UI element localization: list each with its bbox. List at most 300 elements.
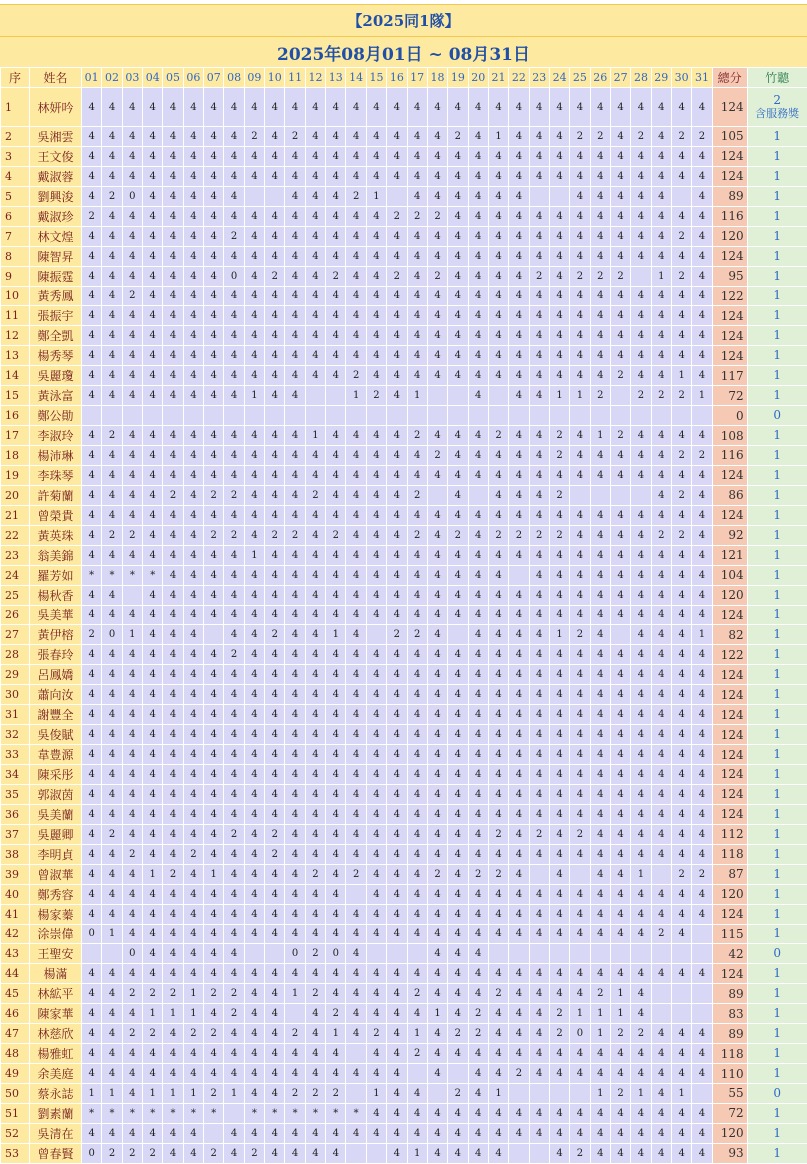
member-name: 張春玲 bbox=[30, 645, 82, 665]
day-score: 4 bbox=[651, 645, 671, 665]
day-score bbox=[509, 1143, 529, 1163]
day-score bbox=[387, 406, 407, 426]
day-score: 4 bbox=[265, 605, 285, 625]
day-score: 4 bbox=[488, 306, 508, 326]
day-score: 2 bbox=[509, 525, 529, 545]
day-score: 2 bbox=[671, 446, 691, 466]
day-score: 4 bbox=[326, 745, 346, 765]
bamboo-value: 1 bbox=[773, 747, 781, 761]
table-row bbox=[1, 386, 807, 406]
day-score: 4 bbox=[407, 685, 427, 705]
day-score: 4 bbox=[285, 804, 305, 824]
day-score: 4 bbox=[326, 88, 346, 127]
day-score: 4 bbox=[570, 286, 590, 306]
day-score: 4 bbox=[102, 645, 122, 665]
day-score: 2 bbox=[387, 206, 407, 226]
day-score bbox=[122, 406, 142, 426]
row-seq: 18 bbox=[1, 446, 30, 466]
day-score: 4 bbox=[610, 665, 630, 685]
day-score: 4 bbox=[326, 605, 346, 625]
day-score: 2 bbox=[407, 1044, 427, 1064]
day-score: 4 bbox=[387, 246, 407, 266]
day-score: 4 bbox=[448, 505, 468, 525]
day-score: 2 bbox=[427, 446, 447, 466]
day-score: 4 bbox=[590, 804, 610, 824]
day-score: 4 bbox=[183, 625, 203, 645]
day-score: 4 bbox=[651, 1024, 671, 1044]
day-score: 4 bbox=[448, 645, 468, 665]
day-score: 4 bbox=[529, 1024, 549, 1044]
day-score: 4 bbox=[224, 844, 244, 864]
day-score: 2 bbox=[549, 1004, 569, 1024]
table-row bbox=[1, 1103, 807, 1123]
day-score: 4 bbox=[448, 1123, 468, 1143]
day-score bbox=[366, 406, 386, 426]
day-score: 4 bbox=[244, 326, 264, 346]
day-score: 4 bbox=[366, 366, 386, 386]
day-score: 4 bbox=[183, 784, 203, 804]
day-score: 4 bbox=[285, 665, 305, 685]
day-score: 4 bbox=[610, 824, 630, 844]
bamboo-value: 1 bbox=[773, 528, 781, 542]
day-score: 4 bbox=[163, 605, 183, 625]
day-score: 4 bbox=[224, 246, 244, 266]
total-score: 124 bbox=[712, 246, 747, 266]
day-score: 4 bbox=[326, 725, 346, 745]
bamboo-count bbox=[747, 904, 807, 924]
day-score: 2 bbox=[224, 984, 244, 1004]
day-score: 4 bbox=[102, 386, 122, 406]
header-day: 15 bbox=[366, 68, 386, 88]
total-score: 89 bbox=[712, 984, 747, 1004]
day-score: 4 bbox=[244, 685, 264, 705]
day-score: 4 bbox=[549, 765, 569, 785]
total-score: 124 bbox=[712, 306, 747, 326]
day-score: 4 bbox=[468, 465, 488, 485]
day-score: 4 bbox=[265, 426, 285, 446]
member-name: 林妍吟 bbox=[30, 88, 82, 127]
bamboo-value: 1 bbox=[773, 1066, 781, 1080]
day-score: 4 bbox=[407, 665, 427, 685]
day-score: 4 bbox=[427, 745, 447, 765]
total-score: 110 bbox=[712, 1064, 747, 1084]
row-seq: 13 bbox=[1, 346, 30, 366]
day-score: 4 bbox=[265, 485, 285, 505]
day-score: 4 bbox=[488, 625, 508, 645]
row-seq: 3 bbox=[1, 146, 30, 166]
day-score: 4 bbox=[488, 784, 508, 804]
day-score: 4 bbox=[244, 705, 264, 725]
day-score: 2 bbox=[204, 984, 224, 1004]
day-score: 4 bbox=[224, 306, 244, 326]
day-score: 4 bbox=[346, 1004, 366, 1024]
table-row bbox=[1, 1004, 807, 1024]
day-score: 4 bbox=[82, 186, 102, 206]
day-score: 2 bbox=[265, 266, 285, 286]
day-score: 2 bbox=[204, 525, 224, 545]
day-score: 4 bbox=[570, 1123, 590, 1143]
day-score: 4 bbox=[305, 705, 325, 725]
day-score: 4 bbox=[610, 465, 630, 485]
day-score: 1 bbox=[183, 984, 203, 1004]
day-score: 4 bbox=[448, 366, 468, 386]
day-score: 4 bbox=[610, 525, 630, 545]
day-score: 4 bbox=[326, 924, 346, 944]
member-name: 謝豐全 bbox=[30, 705, 82, 725]
day-score: 4 bbox=[224, 88, 244, 127]
day-score bbox=[468, 485, 488, 505]
day-score: 4 bbox=[549, 665, 569, 685]
day-score: 2 bbox=[122, 1143, 142, 1163]
day-score: 4 bbox=[570, 426, 590, 446]
day-score: 4 bbox=[224, 1143, 244, 1163]
day-score: 4 bbox=[102, 844, 122, 864]
day-score: 4 bbox=[265, 505, 285, 525]
bamboo-count bbox=[747, 545, 807, 565]
table-row bbox=[1, 685, 807, 705]
day-score: 2 bbox=[265, 824, 285, 844]
row-seq: 10 bbox=[1, 286, 30, 306]
day-score bbox=[285, 406, 305, 426]
header-name: 姓名 bbox=[30, 68, 82, 88]
day-score: 4 bbox=[631, 745, 651, 765]
day-score: 4 bbox=[529, 1123, 549, 1143]
day-score: 4 bbox=[244, 226, 264, 246]
day-score: 4 bbox=[183, 246, 203, 266]
total-score: 108 bbox=[712, 426, 747, 446]
day-score: 4 bbox=[468, 127, 488, 147]
day-score: 4 bbox=[427, 685, 447, 705]
day-score: 4 bbox=[346, 784, 366, 804]
day-score: 1 bbox=[590, 1024, 610, 1044]
day-score: 4 bbox=[82, 784, 102, 804]
day-score: 4 bbox=[183, 127, 203, 147]
day-score: 4 bbox=[305, 465, 325, 485]
day-score: 1 bbox=[590, 426, 610, 446]
day-score: 4 bbox=[488, 545, 508, 565]
day-score: 0 bbox=[122, 186, 142, 206]
day-score: 2 bbox=[407, 485, 427, 505]
day-score: 4 bbox=[346, 665, 366, 685]
day-score: 4 bbox=[549, 1103, 569, 1123]
member-name: 吳麗卿 bbox=[30, 824, 82, 844]
day-score: 4 bbox=[692, 166, 712, 186]
day-score: 4 bbox=[590, 625, 610, 645]
day-score: 4 bbox=[224, 565, 244, 585]
table-row bbox=[1, 745, 807, 765]
day-score: 4 bbox=[346, 88, 366, 127]
day-score: 4 bbox=[509, 884, 529, 904]
day-score: 4 bbox=[387, 1024, 407, 1044]
day-score: 2 bbox=[671, 485, 691, 505]
day-score: 4 bbox=[427, 1123, 447, 1143]
day-score: 4 bbox=[387, 88, 407, 127]
day-score: 4 bbox=[143, 625, 163, 645]
row-seq: 12 bbox=[1, 326, 30, 346]
day-score: 4 bbox=[692, 1044, 712, 1064]
day-score: 4 bbox=[122, 545, 142, 565]
day-score: 4 bbox=[407, 904, 427, 924]
day-score: 4 bbox=[265, 346, 285, 366]
day-score: 2 bbox=[631, 127, 651, 147]
day-score: 4 bbox=[427, 705, 447, 725]
bamboo-count bbox=[747, 485, 807, 505]
day-score: 4 bbox=[427, 306, 447, 326]
day-score: 4 bbox=[366, 864, 386, 884]
day-score: 4 bbox=[183, 146, 203, 166]
day-score: 4 bbox=[285, 605, 305, 625]
day-score: 4 bbox=[529, 306, 549, 326]
day-score: 4 bbox=[590, 665, 610, 685]
day-score: 4 bbox=[549, 266, 569, 286]
day-score: 4 bbox=[122, 465, 142, 485]
day-score: 4 bbox=[590, 206, 610, 226]
day-score: 4 bbox=[183, 525, 203, 545]
table-row bbox=[1, 306, 807, 326]
bamboo-count bbox=[747, 286, 807, 306]
header-day: 25 bbox=[570, 68, 590, 88]
day-score: 4 bbox=[468, 1064, 488, 1084]
day-score: 2 bbox=[265, 844, 285, 864]
day-score bbox=[610, 625, 630, 645]
day-score: 4 bbox=[346, 924, 366, 944]
day-score: 4 bbox=[163, 465, 183, 485]
day-score: 4 bbox=[448, 565, 468, 585]
day-score: 4 bbox=[427, 346, 447, 366]
day-score: 4 bbox=[692, 705, 712, 725]
day-score bbox=[549, 944, 569, 964]
day-score: 4 bbox=[631, 565, 651, 585]
day-score: 4 bbox=[468, 545, 488, 565]
day-score: 4 bbox=[102, 206, 122, 226]
day-score: 4 bbox=[509, 326, 529, 346]
day-score: 4 bbox=[549, 88, 569, 127]
day-score: 4 bbox=[692, 246, 712, 266]
bamboo-count bbox=[747, 226, 807, 246]
bamboo-value: 1 bbox=[773, 667, 781, 681]
day-score: 4 bbox=[285, 924, 305, 944]
day-score: 4 bbox=[163, 884, 183, 904]
day-score: 0 bbox=[570, 1024, 590, 1044]
day-score: 4 bbox=[82, 426, 102, 446]
day-score: 4 bbox=[671, 1143, 691, 1163]
day-score: 4 bbox=[204, 505, 224, 525]
day-score: 4 bbox=[549, 226, 569, 246]
day-score: 4 bbox=[651, 705, 671, 725]
day-score bbox=[143, 406, 163, 426]
day-score: 4 bbox=[244, 585, 264, 605]
day-score: 2 bbox=[570, 625, 590, 645]
bamboo-value: 1 bbox=[773, 926, 781, 940]
day-score: 4 bbox=[224, 166, 244, 186]
bamboo-value: 1 bbox=[773, 787, 781, 801]
day-score: 4 bbox=[143, 804, 163, 824]
day-score: 2 bbox=[82, 625, 102, 645]
day-score: 4 bbox=[468, 725, 488, 745]
day-score: 4 bbox=[529, 505, 549, 525]
day-score: 4 bbox=[265, 545, 285, 565]
day-score: 4 bbox=[570, 565, 590, 585]
day-score: 4 bbox=[204, 884, 224, 904]
day-score: * bbox=[163, 1103, 183, 1123]
day-score bbox=[692, 984, 712, 1004]
day-score: 1 bbox=[285, 984, 305, 1004]
day-score: 4 bbox=[163, 964, 183, 984]
day-score: 4 bbox=[82, 1024, 102, 1044]
day-score: 1 bbox=[570, 386, 590, 406]
day-score: 4 bbox=[366, 745, 386, 765]
day-score: 4 bbox=[122, 326, 142, 346]
day-score: 4 bbox=[407, 226, 427, 246]
day-score: 4 bbox=[529, 784, 549, 804]
day-score: 4 bbox=[204, 266, 224, 286]
day-score: 4 bbox=[448, 1103, 468, 1123]
day-score: 4 bbox=[326, 166, 346, 186]
day-score: 4 bbox=[305, 166, 325, 186]
day-score bbox=[651, 1004, 671, 1024]
day-score: 2 bbox=[590, 386, 610, 406]
day-score: 4 bbox=[305, 824, 325, 844]
member-name: 許菊蘭 bbox=[30, 485, 82, 505]
day-score: 4 bbox=[529, 146, 549, 166]
day-score: 4 bbox=[570, 645, 590, 665]
day-score: 4 bbox=[305, 366, 325, 386]
day-score: 4 bbox=[488, 505, 508, 525]
row-seq: 20 bbox=[1, 485, 30, 505]
total-score: 124 bbox=[712, 904, 747, 924]
day-score: 4 bbox=[143, 166, 163, 186]
day-score: 2 bbox=[549, 1024, 569, 1044]
row-seq: 31 bbox=[1, 705, 30, 725]
day-score: 4 bbox=[204, 545, 224, 565]
day-score: 4 bbox=[407, 246, 427, 266]
day-score: 4 bbox=[407, 844, 427, 864]
day-score: 4 bbox=[427, 127, 447, 147]
day-score bbox=[529, 186, 549, 206]
day-score: 4 bbox=[651, 206, 671, 226]
day-score: 4 bbox=[692, 904, 712, 924]
day-score: 4 bbox=[549, 1123, 569, 1143]
day-score: 4 bbox=[204, 645, 224, 665]
day-score bbox=[448, 406, 468, 426]
day-score: 4 bbox=[366, 286, 386, 306]
day-score: 4 bbox=[346, 705, 366, 725]
day-score: 4 bbox=[143, 485, 163, 505]
row-seq: 36 bbox=[1, 804, 30, 824]
member-name: 吳美蘭 bbox=[30, 804, 82, 824]
day-score: 4 bbox=[549, 705, 569, 725]
day-score: 4 bbox=[427, 1103, 447, 1123]
bamboo-value: 1 bbox=[773, 687, 781, 701]
day-score: 4 bbox=[651, 665, 671, 685]
day-score: 4 bbox=[143, 784, 163, 804]
day-score: 4 bbox=[488, 346, 508, 366]
member-name: 王聖安 bbox=[30, 944, 82, 964]
day-score: 4 bbox=[468, 166, 488, 186]
day-score: 2 bbox=[326, 1004, 346, 1024]
day-score: 2 bbox=[326, 525, 346, 545]
day-score: 4 bbox=[346, 645, 366, 665]
bamboo-value: 1 bbox=[773, 468, 781, 482]
day-score: 4 bbox=[387, 1004, 407, 1024]
day-score: 4 bbox=[631, 804, 651, 824]
day-score: 1 bbox=[671, 1084, 691, 1104]
day-score: 4 bbox=[387, 426, 407, 446]
day-score: 4 bbox=[346, 804, 366, 824]
day-score: 4 bbox=[407, 565, 427, 585]
table-row bbox=[1, 346, 807, 366]
day-score: 2 bbox=[427, 864, 447, 884]
day-score: 4 bbox=[346, 824, 366, 844]
day-score: 4 bbox=[427, 88, 447, 127]
day-score: 4 bbox=[102, 745, 122, 765]
day-score: 2 bbox=[407, 206, 427, 226]
day-score: 4 bbox=[285, 246, 305, 266]
day-score: 2 bbox=[549, 525, 569, 545]
header-day: 26 bbox=[590, 68, 610, 88]
day-score: 4 bbox=[102, 485, 122, 505]
day-score: 4 bbox=[346, 585, 366, 605]
total-score: 124 bbox=[712, 784, 747, 804]
day-score: 2 bbox=[671, 127, 691, 147]
day-score: 2 bbox=[549, 426, 569, 446]
day-score: 4 bbox=[448, 924, 468, 944]
day-score: 4 bbox=[102, 246, 122, 266]
day-score: 4 bbox=[122, 864, 142, 884]
day-score: 4 bbox=[366, 246, 386, 266]
header-day: 24 bbox=[549, 68, 569, 88]
day-score: 4 bbox=[346, 745, 366, 765]
day-score: 2 bbox=[122, 984, 142, 1004]
day-score bbox=[224, 406, 244, 426]
day-score: 4 bbox=[529, 844, 549, 864]
day-score: 4 bbox=[427, 1064, 447, 1084]
day-score: 4 bbox=[305, 844, 325, 864]
day-score: 1 bbox=[692, 625, 712, 645]
day-score: 4 bbox=[448, 266, 468, 286]
day-score bbox=[122, 585, 142, 605]
day-score: 4 bbox=[346, 844, 366, 864]
day-score: 2 bbox=[204, 485, 224, 505]
day-score bbox=[692, 924, 712, 944]
day-score: 4 bbox=[488, 326, 508, 346]
day-score: 4 bbox=[651, 346, 671, 366]
member-name: 吳湘雲 bbox=[30, 127, 82, 147]
row-seq: 2 bbox=[1, 127, 30, 147]
day-score bbox=[387, 186, 407, 206]
row-seq: 50 bbox=[1, 1084, 30, 1104]
day-score: 4 bbox=[163, 625, 183, 645]
day-score bbox=[326, 406, 346, 426]
day-score: 4 bbox=[468, 765, 488, 785]
day-score: 4 bbox=[570, 326, 590, 346]
total-score: 124 bbox=[712, 745, 747, 765]
day-score: 4 bbox=[529, 485, 549, 505]
day-score: 4 bbox=[427, 286, 447, 306]
day-score: 4 bbox=[265, 88, 285, 127]
day-score: 4 bbox=[244, 844, 264, 864]
day-score: 4 bbox=[366, 446, 386, 466]
report-title: 【2025同1隊】 bbox=[0, 4, 807, 36]
day-score: 1 bbox=[224, 1084, 244, 1104]
day-score: 4 bbox=[448, 545, 468, 565]
day-score: 4 bbox=[102, 226, 122, 246]
day-score: 4 bbox=[631, 525, 651, 545]
total-score: 82 bbox=[712, 625, 747, 645]
day-score: 4 bbox=[285, 745, 305, 765]
day-score: 4 bbox=[387, 844, 407, 864]
day-score: 4 bbox=[590, 88, 610, 127]
